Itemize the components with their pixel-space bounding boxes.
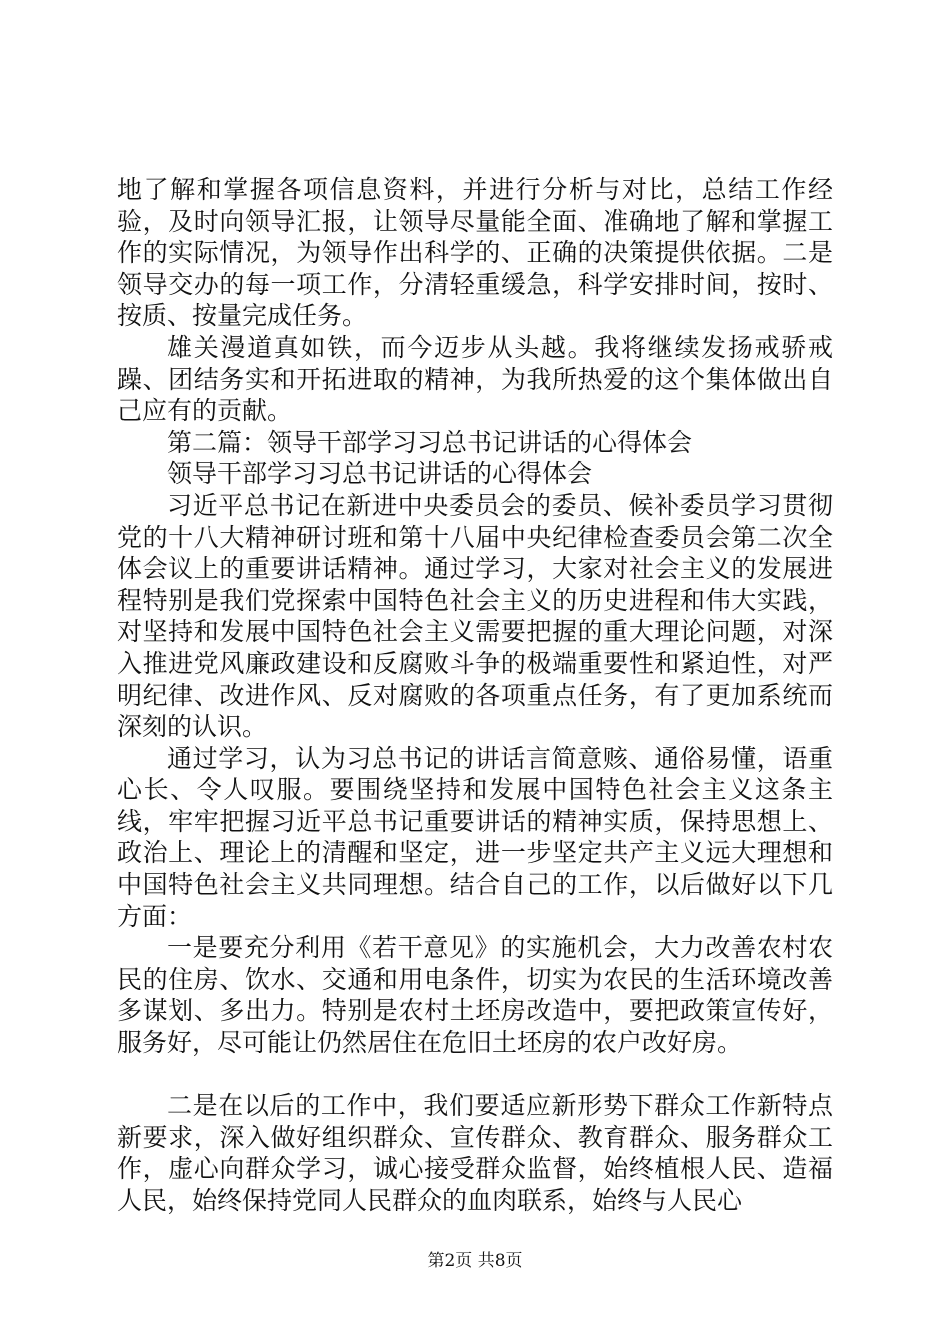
paragraph-continuation: 地了解和掌握各项信息资料，并进行分析与对比，总结工作经验，及时向领导汇报，让领导尽量能全面、准确地了解和掌握工作的实际情况，为领导作出科学的、正确的决策提供依据。二是领导交办的每一项工作，分清轻重缓急，科学安排时间，按时、按质、按量完成任务。 bbox=[117, 175, 833, 331]
section-heading: 第二篇：领导干部学习习总书记讲话的心得体会 bbox=[167, 427, 693, 457]
paragraph-closing: 雄关漫道真如铁，而今迈步从头越。我将继续发扬戒骄戒躁、团结务实和开拓进取的精神，为我所热爱的这个集体做出自己应有的贡献。 bbox=[117, 332, 833, 426]
paragraph-study: 通过学习，认为习总书记的讲话言简意赅、通俗易懂，语重心长、令人叹服。要围绕坚持和发展中国特色社会主义这条主线，牢牢把握习近平总书记重要讲话的精神实质，保持思想上、政治上、理论上的清醒和坚定，进一步坚定共产主义远大理想和中国特色社会主义共同理想。结合自己的工作，以后做好以下几方面： bbox=[117, 743, 833, 931]
paragraph-intro: 习近平总书记在新进中央委员会的委员、候补委员学习贯彻党的十八大精神研讨班和第十八届中央纪律检查委员会第二次全体会议上的重要讲话精神。通过学习，大家对社会主义的发展进程特别是我们党探索中国特色社会主义的历史进程和伟大实践，对坚持和发展中国特色社会主义需要把握的重大理论问题，对深入推进党风廉政建设和反腐败斗争的极端重要性和紧迫性，对严明纪律、改进作风、反对腐败的各项重点任务，有了更加系统而深刻的认识。 bbox=[117, 490, 833, 742]
paragraph-point-two: 二是在以后的工作中，我们要适应新形势下群众工作新特点新要求，深入做好组织群众、宣传群众、教育群众、服务群众工作，虚心向群众学习，诚心接受群众监督，始终植根人民、造福人民，始终保持党同人民群众的血肉联系，始终与人民心 bbox=[117, 1091, 833, 1215]
paragraph-point-one: 一是要充分利用《若干意见》的实施机会，大力改善农村农民的住房、饮水、交通和用电条件，切实为农民的生活环境改善多谋划、多出力。特别是农村土坯房改造中，要把政策宣传好，服务好，尽可能让仍然居住在危旧土坯房的农户改好房。 bbox=[117, 933, 833, 1058]
page-number-footer: 第2页 共8页 bbox=[427, 1251, 523, 1271]
article-title: 领导干部学习习总书记讲话的心得体会 bbox=[167, 459, 593, 489]
document-body bbox=[117, 174, 833, 1217]
